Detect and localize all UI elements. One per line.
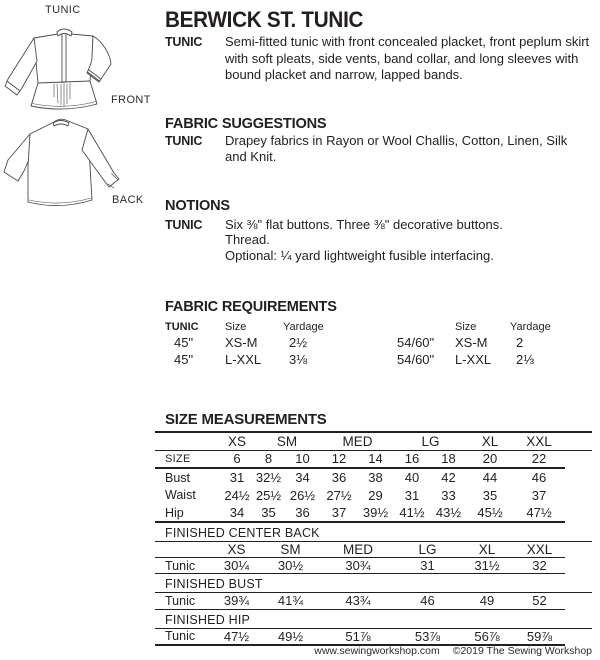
table-cell: 46: [531, 470, 547, 485]
table-cell: 46: [395, 593, 460, 609]
fabric-width: 45": [174, 335, 194, 350]
table-cell: 26½: [289, 487, 316, 503]
back-body: [28, 119, 92, 205]
size-number-row: [155, 450, 592, 468]
table-cell: 18: [430, 450, 467, 468]
website-text: www.sewingworkshop.com: [314, 645, 440, 657]
table-cell: 41¾: [260, 593, 321, 609]
table-cell: 35: [482, 487, 498, 503]
table-cell: 52: [514, 593, 565, 609]
table-cell: 44: [482, 470, 498, 485]
hip-row: [155, 504, 592, 522]
finished-value-row: [155, 558, 592, 574]
size-group-header: SM: [253, 433, 321, 450]
fabric-width: 45": [174, 352, 194, 367]
table-cell: 31: [404, 487, 420, 503]
fabric-suggestions-line: Drapey fabrics in Rayon or Wool Challis, Cotton, Linen, Silk: [225, 132, 568, 148]
table-cell: XS: [213, 542, 260, 558]
finished-value-row: [155, 593, 592, 609]
fabric-requirements-data-row: [165, 350, 592, 367]
fabric-suggestions-row: [165, 133, 592, 166]
table-cell: 40: [404, 470, 420, 485]
fabric-suggestions-line: and Knit.: [225, 149, 277, 164]
notions-label: TUNIC: [165, 217, 203, 232]
notions-text: [225, 217, 592, 264]
table-cell: 56⅞: [460, 629, 514, 645]
table-cell: 33: [441, 487, 456, 503]
finished-hip-heading: FINISHED HIP: [155, 610, 592, 629]
table-cell: 6: [221, 450, 253, 468]
table-cell: 53⅞: [395, 629, 460, 645]
yardage-value: 2: [516, 335, 524, 350]
size-column-header: Size: [455, 321, 477, 333]
table-cell: 38: [368, 470, 383, 485]
fabric-requirements-table: [165, 318, 592, 367]
fabric-requirements-header-row: [165, 318, 592, 333]
fabric-width: 54/60": [397, 335, 435, 350]
row-label: Tunic: [155, 629, 213, 645]
yardage-column-header: Yardage: [283, 321, 324, 333]
tunic-description-label: TUNIC: [165, 35, 203, 49]
table-cell: 16: [394, 450, 430, 468]
size-group-header: LG: [394, 433, 467, 450]
table-cell: MED: [321, 542, 395, 558]
table-cell: XXL: [514, 542, 565, 558]
table-cell: 59⅞: [514, 629, 565, 645]
fabric-width: 54/60": [397, 352, 435, 367]
table-cell: 34: [295, 470, 310, 485]
table-cell: 25½: [255, 487, 282, 503]
table-cell: 39½: [357, 504, 394, 522]
table-cell: 37: [321, 504, 357, 522]
notions-line: Optional: ¼ yard lightweight fusible interfacing.: [225, 247, 494, 263]
size-group-header: XS: [221, 433, 253, 450]
page-footer: [314, 645, 592, 657]
size-column-header: Size: [225, 321, 247, 333]
table-cell: 27½: [326, 487, 352, 503]
illustration-tunic-label: TUNIC: [45, 4, 81, 16]
table-cell: 49: [460, 593, 514, 609]
yardage-value: 3⅛: [289, 352, 308, 367]
table-cell: 35: [253, 504, 284, 522]
size-measurements-heading: SIZE MEASUREMENTS: [155, 411, 592, 433]
garment-illustrations: [0, 0, 155, 230]
table-cell: 47½: [513, 504, 565, 522]
notions-line: Six ⅜" flat buttons. Three ⅜" decorative buttons.: [225, 216, 503, 232]
tunic-description-text: [225, 34, 592, 84]
empty-cell: [155, 433, 221, 450]
description-line: bound placket and narrow, lapped bands.: [225, 67, 463, 82]
table-cell: 51⅞: [321, 629, 395, 645]
size-measurements-section: [155, 411, 592, 523]
finished-hip-table: [155, 629, 592, 646]
notions-heading: NOTIONS: [165, 196, 230, 214]
notions-row: [165, 217, 592, 264]
fabric-suggestions-label: TUNIC: [165, 133, 203, 148]
row-label: Waist: [165, 488, 196, 502]
table-cell: 31: [395, 558, 460, 574]
table-cell: 36: [284, 504, 321, 522]
yardage-value: 2⅓: [516, 352, 535, 367]
empty-cell: [155, 542, 213, 558]
table-cell: SM: [260, 542, 321, 558]
empty-cell: [397, 318, 455, 333]
size-group-header: MED: [321, 433, 394, 450]
description-line: with soft pleats, side vents, band collar, and long sleeves with: [225, 50, 579, 66]
table-cell: 36: [331, 470, 347, 485]
yardage-column-header: Yardage: [510, 321, 551, 333]
table-cell: 49½: [260, 629, 321, 645]
table-cell: 30½: [260, 558, 321, 574]
table-cell: 34: [221, 504, 253, 522]
finished-bust-section: [155, 574, 592, 610]
fabric-requirements-label: TUNIC: [165, 321, 199, 333]
size-group-header: XXL: [513, 433, 565, 450]
table-cell: LG: [395, 542, 460, 558]
size-group-header-row: [155, 433, 592, 450]
table-cell: 29: [368, 487, 383, 503]
bust-row: [155, 468, 592, 486]
waist-row: [155, 486, 592, 504]
table-cell: 47½: [213, 629, 260, 645]
table-cell: 42: [441, 470, 456, 485]
size-measurements-table: [155, 433, 592, 523]
table-cell: 14: [357, 450, 394, 468]
tunic-front-drawing: [4, 24, 116, 116]
table-cell: 45½: [467, 504, 513, 522]
finished-value-row: [155, 629, 592, 645]
finished-center-back-heading: FINISHED CENTER BACK: [155, 523, 592, 542]
illustration-front-label: FRONT: [111, 94, 151, 106]
finished-center-back-table: [155, 542, 592, 574]
front-left-sleeve: [5, 38, 37, 95]
size-range: XS-M: [225, 335, 258, 350]
size-range: L-XXL: [225, 352, 262, 367]
finished-bust-heading: FINISHED BUST: [155, 574, 592, 593]
tunic-description-row: [165, 34, 592, 84]
description-line: Semi-fitted tunic with front concealed placket, front peplum skirt: [225, 34, 590, 49]
table-cell: 43¾: [321, 593, 395, 609]
row-label: Hip: [155, 504, 221, 522]
table-cell: 31: [229, 470, 245, 485]
finished-center-back-section: [155, 523, 592, 574]
table-cell: 43½: [430, 504, 467, 522]
row-label: Bust: [165, 470, 191, 485]
illustration-back-label: BACK: [112, 194, 144, 206]
size-range: XS-M: [455, 335, 488, 350]
table-cell: 30¾: [321, 558, 395, 574]
notions-line: Thread.: [225, 232, 270, 247]
fabric-suggestions-heading: FABRIC SUGGESTIONS: [165, 114, 327, 132]
row-label: Tunic: [155, 558, 213, 574]
pattern-info-column: [165, 0, 592, 646]
fabric-suggestions-text: [225, 133, 592, 166]
table-cell: 22: [513, 450, 565, 468]
finished-hip-section: [155, 610, 592, 646]
size-group-header: XL: [467, 433, 513, 450]
table-cell: 10: [284, 450, 321, 468]
finished-header-row: [155, 542, 592, 558]
copyright-text: ©2019 The Sewing Workshop: [452, 645, 592, 657]
table-cell: XL: [460, 542, 514, 558]
table-cell: 20: [467, 450, 513, 468]
table-cell: 8: [253, 450, 284, 468]
table-cell: 39¾: [213, 593, 260, 609]
row-label: Tunic: [155, 593, 213, 609]
table-cell: 32: [514, 558, 565, 574]
table-cell: 30¼: [213, 558, 260, 574]
empty-cell: [565, 433, 592, 450]
row-label: SIZE: [155, 450, 221, 468]
table-cell: 41½: [394, 504, 430, 522]
fabric-requirements-data-row: [165, 333, 592, 350]
fabric-requirements-heading: FABRIC REQUIREMENTS: [165, 298, 337, 315]
table-cell: 32½: [255, 470, 282, 485]
table-cell: 37: [531, 487, 547, 503]
page-title: BERWICK ST. TUNIC: [165, 7, 364, 32]
size-range: L-XXL: [455, 352, 492, 367]
table-cell: 24½: [224, 487, 250, 503]
table-cell: 12: [321, 450, 357, 468]
finished-bust-table: [155, 593, 592, 610]
yardage-value: 2½: [289, 335, 308, 350]
table-cell: 31½: [460, 558, 514, 574]
